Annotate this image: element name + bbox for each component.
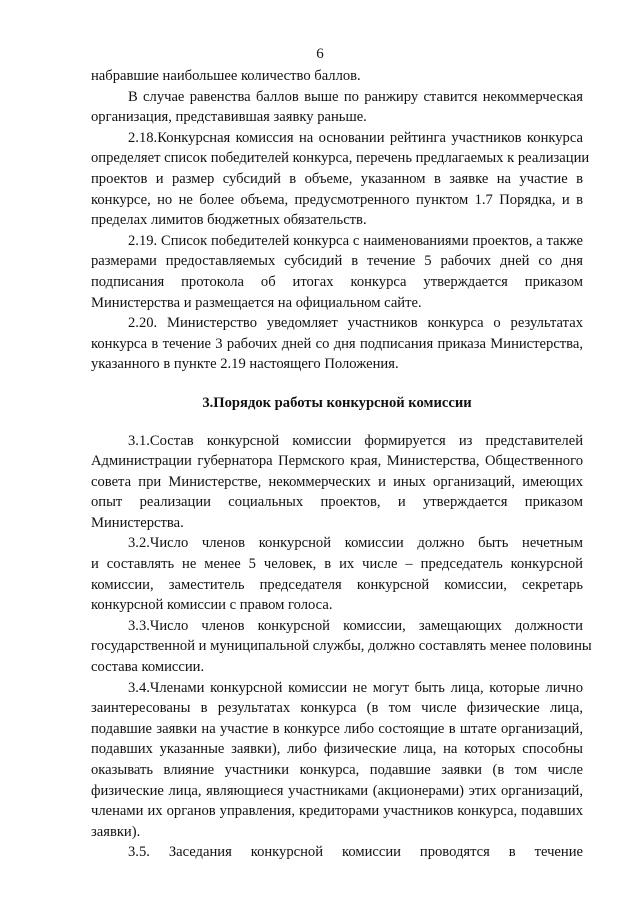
- text-line: набравшие наибольшее количество баллов.: [91, 68, 361, 84]
- text-line: конкурсе, но не более объема, предусмотренного пунктом 1.7 Порядка, и в: [91, 191, 583, 208]
- text-line: Министерства и размещается на официальном сайте.: [91, 294, 422, 311]
- text-line: организация, представившая заявку раньше.: [91, 109, 367, 126]
- text-line: государственной и муниципальной службы, должно составлять менее половины: [91, 638, 592, 655]
- section-2-paragraphs: [91, 66, 590, 375]
- text-line: и составлять не менее 5 человек, в их числе – председатель конкурсной: [91, 556, 583, 573]
- document-body: [91, 66, 592, 863]
- text-line: состава комиссии.: [91, 659, 205, 676]
- text-line: подавшие заявки на участие в конкурсе либо состоящие в штате организаций,: [91, 720, 583, 737]
- text-line: совета при Министерстве, некоммерческих и иных организаций, имеющих: [91, 473, 583, 490]
- text-line: конкурса в течение 3 рабочих дней со дня подписания приказа Министерства,: [91, 335, 583, 352]
- text-line: конкурсной комиссии с правом голоса.: [91, 597, 333, 614]
- paragraph: [91, 231, 583, 313]
- text-line: Министерства.: [91, 514, 184, 531]
- text-line: 3.4.Членами конкурсной комиссии не могут быть лица, которые лично: [128, 679, 583, 696]
- text-line: подписания протокола об итогах конкурса утверждается приказом: [91, 273, 583, 290]
- text-line: проектов и размер субсидий в объеме, указанном в заявке на участие в: [91, 170, 583, 187]
- text-line: 3.3.Число членов конкурсной комиссии, замещающих должности: [128, 617, 583, 634]
- text-line: 3.2.Число членов конкурсной комиссии должно быть нечетным: [128, 535, 583, 552]
- text-line: 2.18.Конкурсная комиссия на основании рейтинга участников конкурса: [128, 129, 583, 146]
- paragraph: [91, 842, 583, 863]
- text-line: определяет список победителей конкурса, перечень предлагаемых к реализации: [91, 150, 590, 167]
- text-line: заявки).: [91, 823, 141, 840]
- paragraph: [91, 678, 583, 843]
- text-line: указанного в пункте 2.19 настоящего Положения.: [91, 356, 399, 373]
- paragraph: [91, 87, 583, 128]
- text-line: членами их органов управления, кредиторами участников конкурса, подавших: [91, 803, 583, 820]
- section-heading: 3.Порядок работы конкурсной комиссии: [202, 394, 472, 411]
- paragraph: [91, 616, 592, 678]
- text-line: подавших указанные заявки), либо физические лица, на которых способны: [91, 741, 583, 758]
- text-line: комиссии, заместитель председателя конкурсной комиссии, секретарь: [91, 576, 583, 593]
- text-line: пределах лимитов бюджетных обязательств.: [91, 212, 367, 229]
- text-line: Администрации губернатора Пермского края, Министерства, Общественного: [91, 453, 583, 470]
- text-line: опыт реализации социальных проектов, и утверждается приказом: [91, 494, 583, 511]
- text-line: В случае равенства баллов выше по ранжиру ставится некоммерческая: [128, 88, 583, 105]
- paragraph: [91, 128, 590, 231]
- section-3-paragraphs: [91, 431, 592, 863]
- text-line: 3.5. Заседания конкурсной комиссии проводятся в течение: [128, 844, 583, 861]
- text-line: оказывать влияние участники конкурса, подавшие заявки (в том числе: [91, 762, 583, 778]
- paragraph: [91, 431, 583, 534]
- paragraph: [91, 533, 583, 615]
- text-line: 2.19. Список победителей конкурса с наименованиями проектов, а также: [128, 232, 583, 249]
- text-line: 3.1.Состав конкурсной комиссии формируется из представителей: [128, 432, 583, 449]
- page-number: 6: [316, 46, 324, 62]
- paragraph: [91, 313, 583, 375]
- text-line: заинтересованы в результатах конкурса (в том числе физические лица,: [91, 700, 583, 717]
- text-line: размерами предоставляемых субсидий в течение 5 рабочих дней со дня: [91, 253, 583, 270]
- text-line: 2.20. Министерство уведомляет участников конкурса о результатах: [128, 315, 583, 332]
- text-line: физические лица, являющиеся участниками (акционерами) этих организаций,: [91, 782, 583, 799]
- paragraph: [91, 66, 583, 87]
